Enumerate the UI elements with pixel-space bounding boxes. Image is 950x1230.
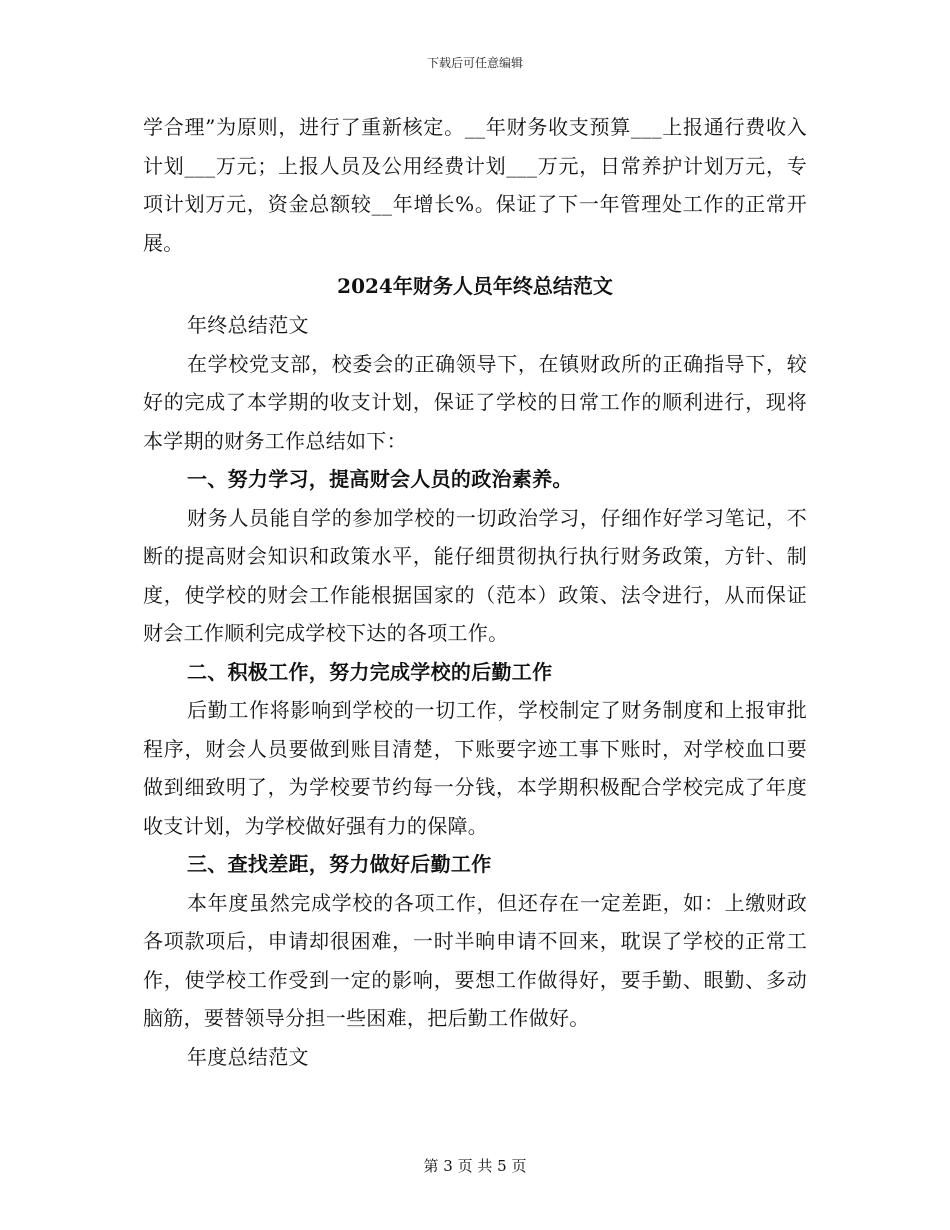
page-header: 下载后可任意编辑 <box>426 56 523 70</box>
document-title: 2024年财务人员年终总结范文 <box>337 274 613 298</box>
section-2-heading: 二、积极工作，努力完成学校的后勤工作 <box>187 659 553 684</box>
section-3-text: 本年度虽然完成学校的各项工作，但还存在一定差距，如：上缴财政各项款项后，申请却很困难，一时半晌申请不回来，耽误了学校的正常工作，使学校工作受到一定的影响，要想工作做得好，要手勤、眼勤、多动脑筋，要替领导分担一些困难，把后勤工作做好。 <box>143 890 807 1030</box>
page-footer: 第 3 页 共 5 页 <box>423 1157 527 1175</box>
section-3-heading: 三、查找差距，努力做好后勤工作 <box>187 852 492 876</box>
section-1-text: 财务人员能自学的参加学校的一切政治学习，仔细作好学习笔记，不断的提高财会知识和政策水平，能仔细贯彻执行执行财务政策，方针、制度，使学校的财会工作能根据国家的（范本）政策、法令进行，从而保证财会工作顺利完成学校下达的各项工作。 <box>143 505 807 645</box>
intro-paragraph: 在学校党支部，校委会的正确领导下，在镇财政所的正确指导下，较好的完成了本学期的收支计划，保证了学校的日常工作的顺利进行，现将本学期的财务工作总结如下： <box>143 351 807 453</box>
document-body <box>143 108 807 1076</box>
section-1-heading: 一、努力学习，提高财会人员的政治素养。 <box>187 467 573 491</box>
subtitle-line: 年终总结范文 <box>187 313 309 337</box>
closing-line: 年度总结范文 <box>187 1044 309 1069</box>
section-2-text: 后勤工作将影响到学校的一切工作，学校制定了财务制度和上报审批程序，财会人员要做到账目清楚，下账要字迹工事下账时，对学校血口要做到细致明了，为学校要节约每一分钱，本学期积极配合学校完成了年度收支计划，为学校做好强有力的保障。 <box>143 698 807 838</box>
paragraph-continued: 学合理”为原则，进行了重新核定。__年财务收支预算___上报通行费收入计划___万元；上报人员及公用经费计划___万元，日常养护计划万元，专项计划万元，资金总额较__年增长%。保证了下一年管理处工作的正常开展。 <box>143 115 807 255</box>
